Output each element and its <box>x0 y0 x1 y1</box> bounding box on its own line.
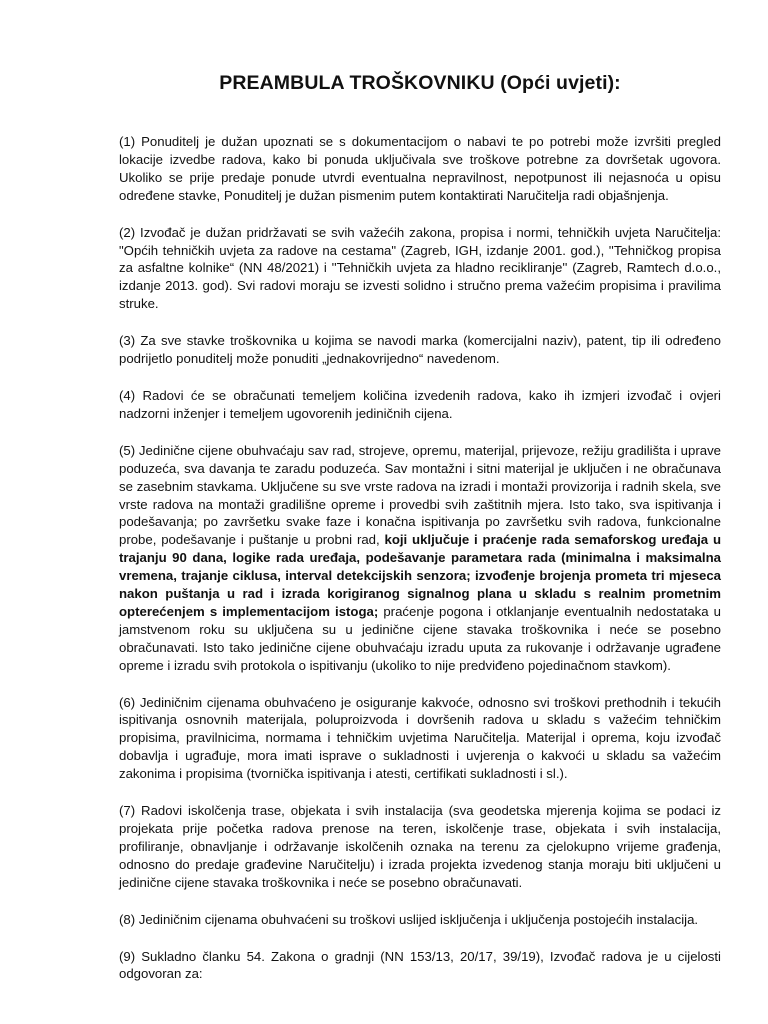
paragraph-8: (8) Jediničnim cijenama obuhvaćeni su troškovi uslijed isključenja i uključenja postojećih instalacija. <box>119 911 699 927</box>
paragraph-7: (7) Radovi iskolčenja trase, objekata i svih instalacija (sva geodetska mjerenja kojima se podaci iz projekata prije početka radova prenose na teren, iskolčenje trase, objekata i svih instalacija, profiliranje, obnavljanje i održavanje iskolčenih oznaka na terenu za cjelokupno vrijeme građenja, odnosno do predaje građevine Naručitelju) i izrada projekta izvedenog stanja moraju biti uključeni u jedinične cijene stavaka troškovnika i neće se posebno obračunavati. <box>119 803 721 890</box>
paragraph-6: (6) Jediničnim cijenama obuhvaćeno je osiguranje kakvoće, odnosno svi troškovi prethodnih i tekućih ispitivanja osnovnih materijala, poluproizvoda i dovršenih radova u skladu s važećim tehničkim propisima, pravilnicima, normama i tehničkim uvjetima Naručitelja. Materijal i oprema, koju izvođač dobavlja i ugrađuje, mora imati isprave o sukladnosti i uvjerenja o kakvoći u skladu sa važećim zakonima i propisima (tvornička ispitivanja i atesti, certifikati sukladnosti i sl.). <box>119 694 721 782</box>
paragraph-1: (1) Ponuditelj je dužan upoznati se s dokumentacijom o nabavi te po potrebi može izvršiti pregled lokacije izvedbe radova, kako bi ponuda uključivala sve troškove potrebne za dovršetak ugovora. Ukoliko se prije predaje ponude utvrdi eventualna nepravilnost, nepotpunost ili nejasnoća u opisu određene stavke, Ponuditelj je dužan pismenim putem kontaktirati Naručitelja radi objašnjenja. <box>119 134 721 203</box>
paragraph-5-intro: (5) Jedinične cijene obuhvaćaju sav rad, strojeve, opremu, materijal, prijevoze, režiju gradilišta i uprave poduzeća, sva davanja te zaradu poduzeća. Sav montažni i sitni materijal je uključen i ne obračunava se zasebnim stavkama. Uključene su sve vrste radova na izradi i montaži provizorija i radnih skela, sve vrste radova na montaži gradilišne opreme i provedbi svih zaštitnih mjera. Isto tako, sva ispitivanja i podešavanja; po završetku svake faze i konačna ispitivanja po završetku svih radova, funkcionalne probe, podešavanje i puštanje u probni rad, <box>119 442 721 548</box>
paragraph-2: (2) Izvođač je dužan pridržavati se svih važećih zakona, propisa i normi, tehničkih uvjeta Naručitelja: "Općih tehničkih uvjeta za radove na cestama" (Zagreb, IGH, izdanje 2001. god.), ''Tehničkog propisa za asfaltne kolnike“ (NN 48/2021) i ''Tehničkih uvjeta za hladno recikliranje'' (Zagreb, Ramtech d.o.o., izdanje 2013. god). Svi radovi moraju se izvesti solidno i stručno prema važećim propisima i pravilima struke. <box>119 224 721 312</box>
document-title: PREAMBULA TROŠKOVNIKU (Opći uvjeti): <box>219 72 621 94</box>
paragraph-5-bold-text: koji uključuje i praćenje rada semaforskog uređaja u trajanju 90 dana, logike rada uređaja, podešavanje parametara rada (minimalna i maksimalna vremena, trajanje ciklusa, interval detekcijskih senzora; izvođenje brojenja prometa tri mjeseca nakon puštanja u rad i izrada korigiranog signalnog plana u skladu s realnim prometnim opterećenjem s implementacijom istoga; <box>119 532 721 619</box>
paragraph-3: (3) Za sve stavke troškovnika u kojima se navodi marka (komercijalni naziv), patent, tip ili određeno podrijetlo ponuditelj može ponuditi „jednakovrijedno“ navedenom. <box>119 333 721 367</box>
paragraph-5 <box>119 442 721 675</box>
paragraph-4: (4) Radovi će se obračunati temeljem količina izvedenih radova, kako ih izmjeri izvođač i ovjeri nadzorni inženjer i temeljem ugovorenih jediničnih cijena. <box>119 387 721 421</box>
paragraph-9: (9) Sukladno članku 54. Zakona o gradnji (NN 153/13, 20/17, 39/19), Izvođač radova je u cijelosti odgovoran za: <box>119 948 721 982</box>
paragraph-5-outro: praćenje pogona i otklanjanje eventualnih nedostataka u jamstvenom roku su uključena su u jedinične cijene stavaka troškovnika i neće se posebno obračunavati. Isto tako jedinične cijene obuhvaćaju izradu uputa za rukovanje i održavanje ugrađene opreme i izradu svih protokola o ispitivanju (ukoliko to nije predviđeno pojedinačnom stavkom). <box>119 603 721 673</box>
